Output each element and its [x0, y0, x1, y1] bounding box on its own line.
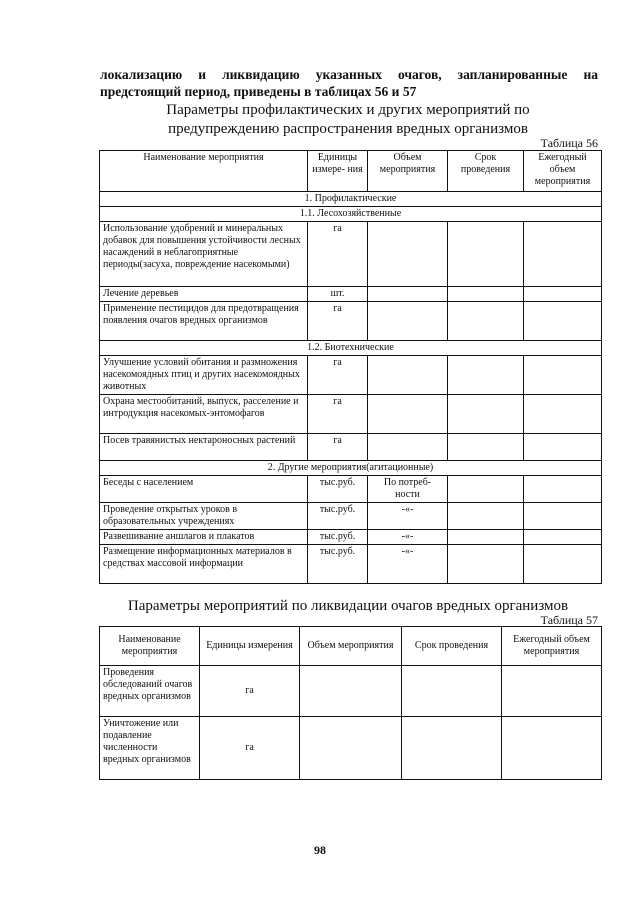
row-name: Размещение информационных материалов в средствах массовой информации [100, 545, 308, 584]
row-term [448, 503, 524, 530]
row-annual [524, 356, 602, 395]
row-annual [502, 717, 602, 780]
row-annual [524, 222, 602, 287]
row-term [448, 287, 524, 302]
table-row [100, 545, 602, 584]
header-annual: Ежегодный объем мероприятия [524, 151, 602, 192]
row-volume: -«- [368, 530, 448, 545]
row-name: Беседы с населением [100, 476, 308, 503]
table57-header-row [100, 627, 602, 666]
header-term: Срок проведения [448, 151, 524, 192]
intro-line-1 [100, 66, 598, 83]
row-volume: -«- [368, 545, 448, 584]
row-annual [502, 666, 602, 717]
row-name: Использование удобрений и минеральных добавок для повышения устойчивости лесных насаждений в неблагоприятные периоды(засуха, повреждение насекомыми) [100, 222, 308, 287]
row-annual [524, 476, 602, 503]
row-unit: шт. [308, 287, 368, 302]
row-name: Улучшение условий обитания и размножения насекомоядных птиц и других насекомоядных животных [100, 356, 308, 395]
header-units: Единицы измерения [200, 627, 300, 666]
table-row [100, 717, 602, 780]
row-term [448, 545, 524, 584]
section-1-2: 1.2. Биотехнические [100, 341, 602, 356]
row-unit: га [308, 302, 368, 341]
table56 [99, 150, 602, 584]
row-name: Применение пестицидов для предотвращения появления очагов вредных организмов [100, 302, 308, 341]
row-annual [524, 395, 602, 434]
header-name: Наименование мероприятия [100, 151, 308, 192]
row-volume [368, 356, 448, 395]
row-term [448, 476, 524, 503]
header-volume: Объем мероприятия [368, 151, 448, 192]
table-row [100, 287, 602, 302]
row-unit: тыс.руб. [308, 530, 368, 545]
header-volume: Объем мероприятия [300, 627, 402, 666]
row-term [448, 530, 524, 545]
header-term: Срок проведения [402, 627, 502, 666]
intro-word: указанных [315, 67, 382, 82]
row-name: Проведения обследований очагов вредных организмов [100, 666, 200, 717]
intro-word: и [198, 67, 207, 82]
row-unit: тыс.руб. [308, 476, 368, 503]
table-row [100, 222, 602, 287]
row-volume [368, 302, 448, 341]
row-name: Проведение открытых уроков в образовательных учреждениях [100, 503, 308, 530]
row-unit: га [200, 717, 300, 780]
table56-heading [96, 101, 600, 139]
section-1: 1. Профилактические [100, 192, 602, 207]
row-term [402, 717, 502, 780]
row-name: Охрана местообитаний, выпуск, расселение и интродукция насекомых-энтомофагов [100, 395, 308, 434]
header-annual: Ежегодный объем мероприятия [502, 627, 602, 666]
page-number: 98 [314, 843, 326, 857]
row-name: Уничтожение или подавление численности вредных организмов [100, 717, 200, 780]
row-volume [368, 287, 448, 302]
section-row [100, 341, 602, 356]
row-unit: тыс.руб. [308, 503, 368, 530]
row-unit: га [308, 434, 368, 461]
row-name: Посев травянистых нектароносных растений [100, 434, 308, 461]
row-volume: -«- [368, 503, 448, 530]
row-unit: тыс.руб. [308, 545, 368, 584]
row-volume [368, 434, 448, 461]
row-term [448, 356, 524, 395]
row-unit: га [308, 222, 368, 287]
row-term [448, 434, 524, 461]
table-row [100, 666, 602, 717]
row-volume [300, 666, 402, 717]
row-unit: га [200, 666, 300, 717]
table-row [100, 530, 602, 545]
section-row [100, 207, 602, 222]
row-volume [300, 717, 402, 780]
section-row [100, 192, 602, 207]
table-row [100, 395, 602, 434]
row-name: Развешивание аншлагов и плакатов [100, 530, 308, 545]
table57-heading: Параметры мероприятий по ликвидации очагов вредных организмов [127, 598, 569, 614]
row-annual [524, 302, 602, 341]
intro-paragraph [100, 66, 598, 100]
intro-word: запланированные [457, 67, 568, 82]
row-term [448, 395, 524, 434]
table56-heading-line2: предупреждению распространения вредных организмов [168, 121, 528, 137]
section-2: 2. Другие мероприятия(агитационные) [100, 461, 602, 476]
row-annual [524, 545, 602, 584]
row-annual [524, 434, 602, 461]
header-units: Единицы измере- ния [308, 151, 368, 192]
intro-word: на [583, 67, 598, 82]
section-1-1: 1.1. Лесохозяйственные [100, 207, 602, 222]
row-unit: га [308, 395, 368, 434]
table-row [100, 356, 602, 395]
table56-header-row [100, 151, 602, 192]
intro-word: ликвидацию [222, 67, 300, 82]
row-annual [524, 530, 602, 545]
intro-word: очагов, [397, 67, 442, 82]
row-term [448, 302, 524, 341]
row-unit: га [308, 356, 368, 395]
row-annual [524, 503, 602, 530]
table56-caption: Таблица 56 [540, 136, 598, 150]
row-term [448, 222, 524, 287]
table56-heading-line1: Параметры профилактических и других мероприятий по [166, 102, 530, 118]
section-row [100, 461, 602, 476]
intro-line-2: предстоящий период, приведены в таблицах 56 и 57 [100, 84, 417, 99]
table57-caption: Таблица 57 [540, 613, 598, 627]
row-name: Лечение деревьев [100, 287, 308, 302]
intro-word: локализацию [100, 67, 183, 82]
table57 [99, 626, 602, 780]
table-row [100, 434, 602, 461]
header-name: Наименование мероприятия [100, 627, 200, 666]
row-annual [524, 287, 602, 302]
table-row [100, 503, 602, 530]
table-row [100, 302, 602, 341]
table-row [100, 476, 602, 503]
row-volume [368, 395, 448, 434]
row-volume: По потреб- ности [368, 476, 448, 503]
row-term [402, 666, 502, 717]
row-volume [368, 222, 448, 287]
